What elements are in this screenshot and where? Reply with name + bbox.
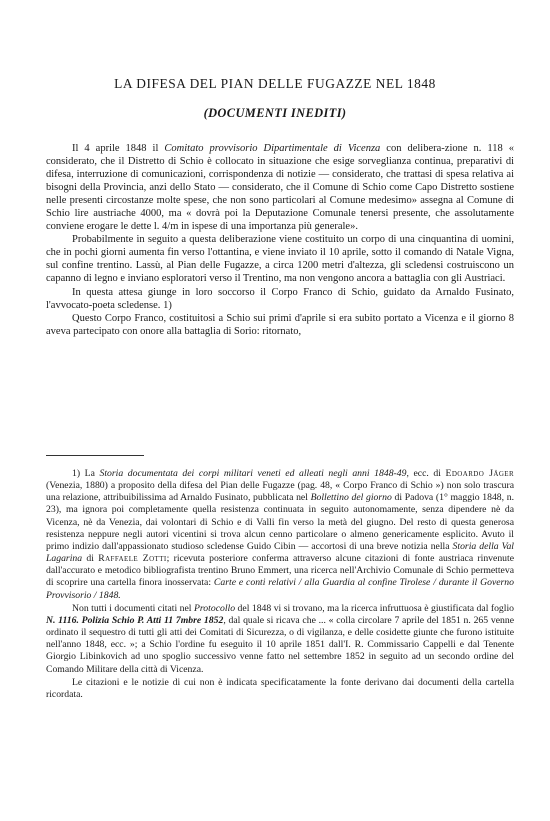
article-body — [46, 142, 514, 338]
document-reference: N. 1116. Polizia Schio P. Atti 11 7mbre 1852 — [46, 614, 224, 626]
author-name-zotti: Raffaele Zotti — [98, 553, 167, 565]
footnotes — [46, 468, 514, 701]
footnote-reference: 1) — [163, 299, 172, 311]
committee-name: Comitato provvisorio Dipartimentale di Vicenza — [164, 143, 381, 154]
footnote-divider — [46, 455, 144, 456]
body-paragraph-1: Il 4 aprile 1848 il Comitato provvisorio Dipartimentale di Vicenza con delibera-zione n. 118 « considerato, che il Distretto di Schio è collocato in situazione che esige sorveglianza continua, preparativi di difesa, interruzione di comunicazioni, corrispondenza di notizie — considerato, che trattasi di spesa relativa ai bisogni della Provincia, anzi dello Stato — considerato, che il Comune di Schio come Capo Distretto sostiene nelle presenti circostanze molte spese, che non sono particolari al Comune medesimo» assegna al Comune di Schio lire austriache 4000, ma « dovrà poi la Deputazione Comunale tenersi presente, che assolutamente conviene erogare le dette l. 4/m in ispese di una importanza più generale». — [46, 143, 514, 233]
body-paragraph-2: Probabilmente in seguito a questa deliberazione viene costituito un corpo di una cinquantina di uomini, che in pochi giorni aumenta fin verso l'ottantina, e viene inviato il 10 aprile, sotto il comando di Natale Vigna, sul confine trentino. Lassù, al Pian delle Fugazze, a circa 1200 metri d'altezza, gli scledensi costruiscono un capanno di legno e inviano esploratori verso il Trentino, ma non vengono ancora a battaglia con gli Austriaci. — [46, 234, 514, 285]
footnote-marker: 1) — [72, 468, 81, 479]
footnote-1-final: Le citazioni e le notizie di cui non è indicata specificatamente la fonte derivano dai documenti della cartella ricordata. — [46, 676, 514, 700]
article-subtitle: (DOCUMENTI INEDITI) — [203, 106, 347, 120]
folder-title: Carte e conti relativi / alla Guardia al confine Tirolese / durante il Governo Provvisorio / 1848. — [46, 577, 514, 601]
footnote-1: 1) La Storia documentata dei corpi militari veneti ed alleati negli anni 1848-49, ecc. di Edoardo Jäger (Venezia, 1880) a proposito della difesa del Pian delle Fugazze (pag. 48, « Corpo Franco di Schio ») non solo trascura una relazione, attribuibilissima ad Arnaldo Fusinato, pubblicata nel Bollettino del giorno di Padova (1° maggio 1848, n. 23), ma ignora poi completamente quella resistenza continuata in seguito autonomamente, senza dipendere nè da Vicenza, nè da Venezia, dai volontari di Schio e di Valli fin verso la metà del giugno. Del resto di questa generosa resistenza neppure negli autori vicentini si trova alcun cenno particolare o almeno genericamente esplicito. Avuto il primo indizio dall'appassionato studioso scledense Guido Cibin — accortosi di una breve notizia nella Storia della Val Lagarina di Raffaele Zotti; ricevuta posteriore conferma attraverso alcune citazioni di fonte austriaca rinvenute dall'accurato e metodico bibliografista trentino Bruno Emmert, una ricerca nell'Archivio Comunale di Schio permetteva di scoprire una cartella finora inosservata: Carte e conti relativi / alla Guardia al confine Tirolese / durante il Governo Provvisorio / 1848. — [46, 468, 515, 601]
article-title: LA DIFESA DEL PIAN DELLE FUGAZZE NEL 1848 — [114, 76, 436, 91]
footnote-1-continued: Non tutti i documenti citati nel Protocollo del 1848 vi si trovano, ma la ricerca infruttuosa è giustificata dal foglio N. 1116. Polizia Schio P. Atti 11 7mbre 1852, dal quale si ricava che ... « colla circolare 7 aprile del 1851 n. 265 venne ordinato il sequestro di tutti gli atti dei Comitati di Sicurezza, o di vigilanza, e delle cosidette giunte che furono istituite nell'anno 1848, ecc. »; a Schio l'ordine fu eseguito il 10 aprile 1851 dall'I. R. Commissario Cappelli e dal Tenente Giorgio Libinkovich ad uno spoglio successivo venne fatto nel settembre 1852 in seguito ad un secondo ordine del Comando Militare della città di Vicenza. — [46, 602, 515, 675]
body-paragraph-4: Questo Corpo Franco, costituitosi a Schio sui primi d'aprile si era subito portato a Vicenza e il giorno 8 aveva partecipato con onore alla battaglia di Sorio: ritornato, — [46, 312, 514, 337]
author-name: Edoardo Jäger — [445, 468, 515, 479]
body-paragraph-3: In questa attesa giunge in loro soccorso il Corpo Franco di Schio, guidato da Arnaldo Fusinato, l'avvocato-poeta scledense. 1) — [46, 286, 514, 311]
